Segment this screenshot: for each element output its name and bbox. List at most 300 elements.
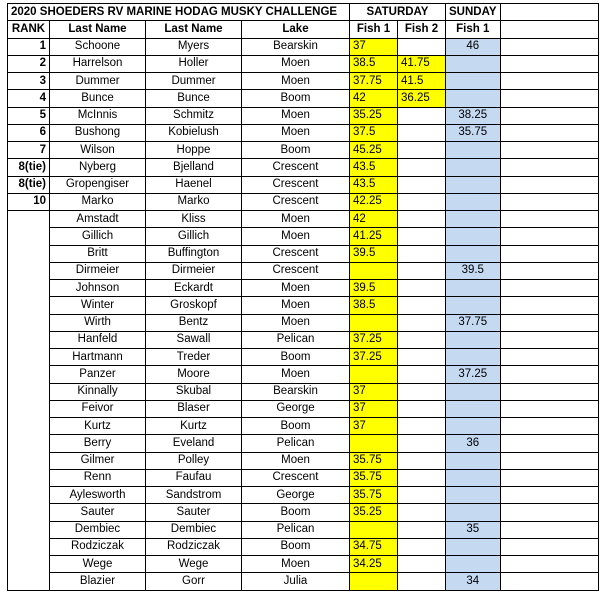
saturday-fish2-cell	[398, 469, 446, 486]
saturday-fish1-cell: 41.25	[350, 228, 398, 245]
saturday-fish2-cell	[398, 107, 446, 124]
sunday-fish1-cell	[446, 538, 501, 555]
sunday-fish1-cell	[446, 73, 501, 90]
lake-cell: Crescent	[242, 262, 350, 279]
sunday-fish1-cell	[446, 176, 501, 193]
sunday-fish1-cell	[446, 142, 501, 159]
blank-cell	[500, 55, 598, 72]
table-row	[8, 314, 599, 331]
lake-cell: Moen	[242, 55, 350, 72]
lake-cell: Bearskin	[242, 383, 350, 400]
blank-cell	[500, 90, 598, 107]
rank-cell: 1	[8, 38, 50, 55]
lake-cell: George	[242, 400, 350, 417]
saturday-fish1-cell: 43.5	[350, 176, 398, 193]
last-name-1-cell: Kurtz	[50, 418, 146, 435]
saturday-fish2-cell	[398, 297, 446, 314]
last-name-1-cell: McInnis	[50, 107, 146, 124]
lake-cell: Crescent	[242, 193, 350, 210]
table-row	[8, 435, 599, 452]
last-name-2-cell: Rodziczak	[146, 538, 242, 555]
last-name-2-cell: Wege	[146, 556, 242, 573]
lake-cell: Moen	[242, 280, 350, 297]
saturday-fish1-cell: 37.25	[350, 349, 398, 366]
saturday-fish1-cell: 37	[350, 418, 398, 435]
rank-cell: 2	[8, 55, 50, 72]
last-name-1-cell: Britt	[50, 245, 146, 262]
rank-cell	[8, 418, 50, 435]
lake-cell: Moen	[242, 107, 350, 124]
blank-cell	[500, 556, 598, 573]
sunday-fish1-cell	[446, 418, 501, 435]
lake-cell: Crescent	[242, 176, 350, 193]
rank-cell	[8, 573, 50, 590]
table-row	[8, 366, 599, 383]
saturday-fish1-cell: 37.25	[350, 331, 398, 348]
last-name-2-cell: Bentz	[146, 314, 242, 331]
saturday-fish2-cell: 41.75	[398, 55, 446, 72]
last-name-2-cell: Treder	[146, 349, 242, 366]
table-row	[8, 349, 599, 366]
blank-cell	[500, 142, 598, 159]
lake-cell: Boom	[242, 142, 350, 159]
sunday-fish1-cell: 37.25	[446, 366, 501, 383]
sunday-fish1-cell: 46	[446, 38, 501, 55]
blank-cell	[500, 469, 598, 486]
table-row	[8, 487, 599, 504]
blank-cell	[500, 521, 598, 538]
last-name-2-cell: Groskopf	[146, 297, 242, 314]
saturday-fish2-cell	[398, 228, 446, 245]
blank-cell	[500, 452, 598, 469]
lake-cell: Boom	[242, 504, 350, 521]
lake-cell: Moen	[242, 124, 350, 141]
rank-cell	[8, 452, 50, 469]
table-row	[8, 280, 599, 297]
rank-cell	[8, 521, 50, 538]
saturday-fish1-cell: 34.25	[350, 556, 398, 573]
saturday-fish2-cell	[398, 366, 446, 383]
last-name-1-cell: Berry	[50, 435, 146, 452]
blank-cell	[500, 73, 598, 90]
sunday-fish1-cell	[446, 400, 501, 417]
rank-cell	[8, 331, 50, 348]
saturday-fish2-cell	[398, 38, 446, 55]
sunday-fish1-cell: 35.75	[446, 124, 501, 141]
rank-cell	[8, 366, 50, 383]
last-name-2-cell: Skubal	[146, 383, 242, 400]
sunday-fish1-cell	[446, 90, 501, 107]
table-row	[8, 331, 599, 348]
blank-cell	[500, 400, 598, 417]
blank-cell	[500, 280, 598, 297]
rank-cell	[8, 504, 50, 521]
saturday-fish2-cell	[398, 349, 446, 366]
last-name-1-cell: Renn	[50, 469, 146, 486]
table-row	[8, 107, 599, 124]
table-row	[8, 418, 599, 435]
saturday-fish1-cell: 37	[350, 383, 398, 400]
sunday-fish1-cell: 36	[446, 435, 501, 452]
last-name-2-cell: Eveland	[146, 435, 242, 452]
saturday-fish1-cell: 37	[350, 400, 398, 417]
lake-cell: Pelican	[242, 331, 350, 348]
saturday-fish2-cell	[398, 556, 446, 573]
blank-cell	[500, 487, 598, 504]
table-row	[8, 228, 599, 245]
lake-cell: Julia	[242, 573, 350, 590]
last-name-1-cell: Harrelson	[50, 55, 146, 72]
saturday-fish2-cell: 36.25	[398, 90, 446, 107]
last-name-1-cell: Bunce	[50, 90, 146, 107]
last-name-2-cell: Eckardt	[146, 280, 242, 297]
table-row	[8, 124, 599, 141]
last-name-2-cell: Myers	[146, 38, 242, 55]
rank-cell	[8, 314, 50, 331]
sunday-fish1-cell	[446, 280, 501, 297]
last-name-2-cell: Bjelland	[146, 159, 242, 176]
last-name-1-cell: Hanfeld	[50, 331, 146, 348]
saturday-fish1-cell: 35.25	[350, 504, 398, 521]
saturday-header: SATURDAY	[350, 4, 446, 21]
sunday-fish1-cell: 35	[446, 521, 501, 538]
saturday-fish1-cell: 35.75	[350, 452, 398, 469]
saturday-fish1-cell: 42	[350, 90, 398, 107]
last-name-2-cell: Sauter	[146, 504, 242, 521]
blank-cell	[500, 573, 598, 590]
blank-cell	[500, 504, 598, 521]
rank-cell: 3	[8, 73, 50, 90]
sunday-fish1-cell: 38.25	[446, 107, 501, 124]
last-name-1-cell: Gropengiser	[50, 176, 146, 193]
last-name-1-cell: Dembiec	[50, 521, 146, 538]
lake-cell: Moen	[242, 366, 350, 383]
saturday-fish1-cell: 35.25	[350, 107, 398, 124]
lake-cell: Moen	[242, 556, 350, 573]
last-name-2-cell: Gillich	[146, 228, 242, 245]
last-name-1-cell: Marko	[50, 193, 146, 210]
col-sat-fish2-header: Fish 2	[398, 21, 446, 38]
title-row	[8, 4, 599, 21]
blank-cell	[500, 435, 598, 452]
table-row	[8, 469, 599, 486]
last-name-1-cell: Gillich	[50, 228, 146, 245]
table-row	[8, 521, 599, 538]
rank-cell	[8, 245, 50, 262]
saturday-fish2-cell	[398, 521, 446, 538]
last-name-1-cell: Sauter	[50, 504, 146, 521]
last-name-2-cell: Sandstrom	[146, 487, 242, 504]
lake-cell: Boom	[242, 349, 350, 366]
last-name-2-cell: Blaser	[146, 400, 242, 417]
saturday-fish1-cell: 38.5	[350, 55, 398, 72]
lake-cell: Crescent	[242, 469, 350, 486]
blank-cell	[500, 314, 598, 331]
last-name-2-cell: Hoppe	[146, 142, 242, 159]
rank-cell	[8, 280, 50, 297]
lake-cell: Pelican	[242, 521, 350, 538]
sunday-fish1-cell	[446, 452, 501, 469]
rank-cell	[8, 349, 50, 366]
sunday-fish1-cell: 39.5	[446, 262, 501, 279]
table-row	[8, 504, 599, 521]
saturday-fish2-cell	[398, 176, 446, 193]
lake-cell: Moen	[242, 452, 350, 469]
last-name-2-cell: Dembiec	[146, 521, 242, 538]
blank-cell	[500, 366, 598, 383]
results-table-body	[8, 4, 599, 591]
blank-cell	[500, 331, 598, 348]
rank-cell: 10	[8, 193, 50, 210]
sunday-fish1-cell	[446, 504, 501, 521]
last-name-1-cell: Rodziczak	[50, 538, 146, 555]
saturday-fish1-cell	[350, 314, 398, 331]
saturday-fish2-cell	[398, 487, 446, 504]
rank-cell	[8, 435, 50, 452]
saturday-fish1-cell: 37.5	[350, 124, 398, 141]
table-row	[8, 297, 599, 314]
lake-cell: Moen	[242, 73, 350, 90]
saturday-fish2-cell	[398, 314, 446, 331]
sunday-fish1-cell	[446, 383, 501, 400]
table-row	[8, 573, 599, 590]
blank-cell	[500, 245, 598, 262]
last-name-2-cell: Marko	[146, 193, 242, 210]
table-row	[8, 73, 599, 90]
rank-cell: 7	[8, 142, 50, 159]
last-name-2-cell: Bunce	[146, 90, 242, 107]
rank-cell	[8, 538, 50, 555]
last-name-2-cell: Holler	[146, 55, 242, 72]
blank-cell	[500, 262, 598, 279]
table-row	[8, 452, 599, 469]
rank-cell: 5	[8, 107, 50, 124]
sunday-header: SUNDAY	[446, 4, 501, 21]
saturday-fish1-cell: 42	[350, 211, 398, 228]
table-row	[8, 55, 599, 72]
last-name-2-cell: Polley	[146, 452, 242, 469]
saturday-fish1-cell: 39.5	[350, 245, 398, 262]
rank-cell	[8, 469, 50, 486]
table-row	[8, 193, 599, 210]
col-last-name-1-header: Last Name	[50, 21, 146, 38]
table-row	[8, 142, 599, 159]
last-name-1-cell: Blazier	[50, 573, 146, 590]
lake-cell: Moen	[242, 228, 350, 245]
lake-cell: Boom	[242, 418, 350, 435]
last-name-1-cell: Dirmeier	[50, 262, 146, 279]
sheet-title: 2020 SHOEDERS RV MARINE HODAG MUSKY CHALLENGE	[8, 4, 350, 21]
last-name-1-cell: Amstadt	[50, 211, 146, 228]
table-row	[8, 245, 599, 262]
saturday-fish1-cell: 45.25	[350, 142, 398, 159]
table-row	[8, 262, 599, 279]
sunday-fish1-cell	[446, 487, 501, 504]
last-name-2-cell: Schmitz	[146, 107, 242, 124]
rank-cell	[8, 556, 50, 573]
last-name-1-cell: Feivor	[50, 400, 146, 417]
blank-cell	[500, 228, 598, 245]
last-name-2-cell: Faufau	[146, 469, 242, 486]
saturday-fish1-cell: 43.5	[350, 159, 398, 176]
last-name-1-cell: Wirth	[50, 314, 146, 331]
column-header-row	[8, 21, 599, 38]
last-name-1-cell: Johnson	[50, 280, 146, 297]
sunday-fish1-cell	[446, 556, 501, 573]
sunday-fish1-cell	[446, 159, 501, 176]
col-sat-fish1-header: Fish 1	[350, 21, 398, 38]
rank-cell: 8(tie)	[8, 159, 50, 176]
rank-cell	[8, 228, 50, 245]
lake-cell: Boom	[242, 90, 350, 107]
saturday-fish1-cell: 38.5	[350, 297, 398, 314]
saturday-fish1-cell	[350, 262, 398, 279]
saturday-fish1-cell: 37	[350, 38, 398, 55]
saturday-fish1-cell: 37.75	[350, 73, 398, 90]
last-name-2-cell: Gorr	[146, 573, 242, 590]
rank-cell: 8(tie)	[8, 176, 50, 193]
saturday-fish2-cell	[398, 435, 446, 452]
col-last-name-2-header: Last Name	[146, 21, 242, 38]
rank-cell	[8, 211, 50, 228]
saturday-fish2-cell	[398, 400, 446, 417]
sunday-fish1-cell: 34	[446, 573, 501, 590]
saturday-fish2-cell: 41.5	[398, 73, 446, 90]
table-row	[8, 38, 599, 55]
saturday-fish1-cell: 34.75	[350, 538, 398, 555]
blank-cell	[500, 538, 598, 555]
table-row	[8, 383, 599, 400]
saturday-fish1-cell	[350, 573, 398, 590]
saturday-fish2-cell	[398, 504, 446, 521]
blank-cell	[500, 4, 598, 21]
last-name-1-cell: Dummer	[50, 73, 146, 90]
rank-cell	[8, 383, 50, 400]
table-row	[8, 211, 599, 228]
blank-cell	[500, 193, 598, 210]
table-row	[8, 90, 599, 107]
rank-cell	[8, 262, 50, 279]
sunday-fish1-cell	[446, 228, 501, 245]
last-name-2-cell: Haenel	[146, 176, 242, 193]
sunday-fish1-cell	[446, 245, 501, 262]
last-name-1-cell: Hartmann	[50, 349, 146, 366]
last-name-2-cell: Kurtz	[146, 418, 242, 435]
last-name-2-cell: Buffington	[146, 245, 242, 262]
saturday-fish1-cell: 35.75	[350, 469, 398, 486]
last-name-2-cell: Dummer	[146, 73, 242, 90]
saturday-fish2-cell	[398, 418, 446, 435]
blank-cell	[500, 297, 598, 314]
saturday-fish2-cell	[398, 159, 446, 176]
blank-cell	[500, 349, 598, 366]
table-row	[8, 400, 599, 417]
last-name-2-cell: Dirmeier	[146, 262, 242, 279]
sunday-fish1-cell	[446, 211, 501, 228]
blank-cell	[500, 38, 598, 55]
blank-cell	[500, 124, 598, 141]
blank-cell	[500, 107, 598, 124]
sunday-fish1-cell	[446, 297, 501, 314]
last-name-1-cell: Gilmer	[50, 452, 146, 469]
saturday-fish2-cell	[398, 383, 446, 400]
lake-cell: Crescent	[242, 159, 350, 176]
table-row	[8, 159, 599, 176]
sunday-fish1-cell	[446, 469, 501, 486]
table-row	[8, 176, 599, 193]
saturday-fish2-cell	[398, 245, 446, 262]
lake-cell: Pelican	[242, 435, 350, 452]
last-name-1-cell: Panzer	[50, 366, 146, 383]
rank-cell	[8, 487, 50, 504]
lake-cell: Crescent	[242, 245, 350, 262]
table-row	[8, 538, 599, 555]
sunday-fish1-cell	[446, 331, 501, 348]
last-name-2-cell: Moore	[146, 366, 242, 383]
col-lake-header: Lake	[242, 21, 350, 38]
saturday-fish1-cell: 42.25	[350, 193, 398, 210]
lake-cell: Boom	[242, 538, 350, 555]
last-name-1-cell: Nyberg	[50, 159, 146, 176]
blank-cell	[500, 211, 598, 228]
rank-cell: 4	[8, 90, 50, 107]
blank-cell	[500, 418, 598, 435]
sunday-fish1-cell	[446, 55, 501, 72]
blank-cell	[500, 159, 598, 176]
lake-cell: Moen	[242, 211, 350, 228]
sunday-fish1-cell: 37.75	[446, 314, 501, 331]
blank-cell	[500, 383, 598, 400]
saturday-fish1-cell: 39.5	[350, 280, 398, 297]
last-name-1-cell: Wilson	[50, 142, 146, 159]
last-name-1-cell: Aylesworth	[50, 487, 146, 504]
saturday-fish2-cell	[398, 211, 446, 228]
sunday-fish1-cell	[446, 349, 501, 366]
lake-cell: Bearskin	[242, 38, 350, 55]
table-row	[8, 556, 599, 573]
last-name-1-cell: Bushong	[50, 124, 146, 141]
saturday-fish1-cell	[350, 521, 398, 538]
last-name-2-cell: Kobielush	[146, 124, 242, 141]
saturday-fish1-cell	[350, 435, 398, 452]
last-name-1-cell: Winter	[50, 297, 146, 314]
saturday-fish2-cell	[398, 452, 446, 469]
blank-cell	[500, 176, 598, 193]
saturday-fish2-cell	[398, 142, 446, 159]
last-name-1-cell: Wege	[50, 556, 146, 573]
saturday-fish1-cell	[350, 366, 398, 383]
saturday-fish2-cell	[398, 262, 446, 279]
lake-cell: Moen	[242, 314, 350, 331]
last-name-1-cell: Schoone	[50, 38, 146, 55]
rank-cell	[8, 400, 50, 417]
last-name-1-cell: Kinnally	[50, 383, 146, 400]
saturday-fish2-cell	[398, 538, 446, 555]
saturday-fish2-cell	[398, 124, 446, 141]
last-name-2-cell: Kliss	[146, 211, 242, 228]
rank-cell: 6	[8, 124, 50, 141]
saturday-fish2-cell	[398, 331, 446, 348]
col-rank-header: RANK	[8, 21, 50, 38]
sunday-fish1-cell	[446, 193, 501, 210]
saturday-fish2-cell	[398, 280, 446, 297]
results-table	[7, 3, 599, 591]
rank-cell	[8, 297, 50, 314]
lake-cell: Moen	[242, 297, 350, 314]
saturday-fish1-cell: 35.75	[350, 487, 398, 504]
last-name-2-cell: Sawall	[146, 331, 242, 348]
blank-cell	[500, 21, 598, 38]
